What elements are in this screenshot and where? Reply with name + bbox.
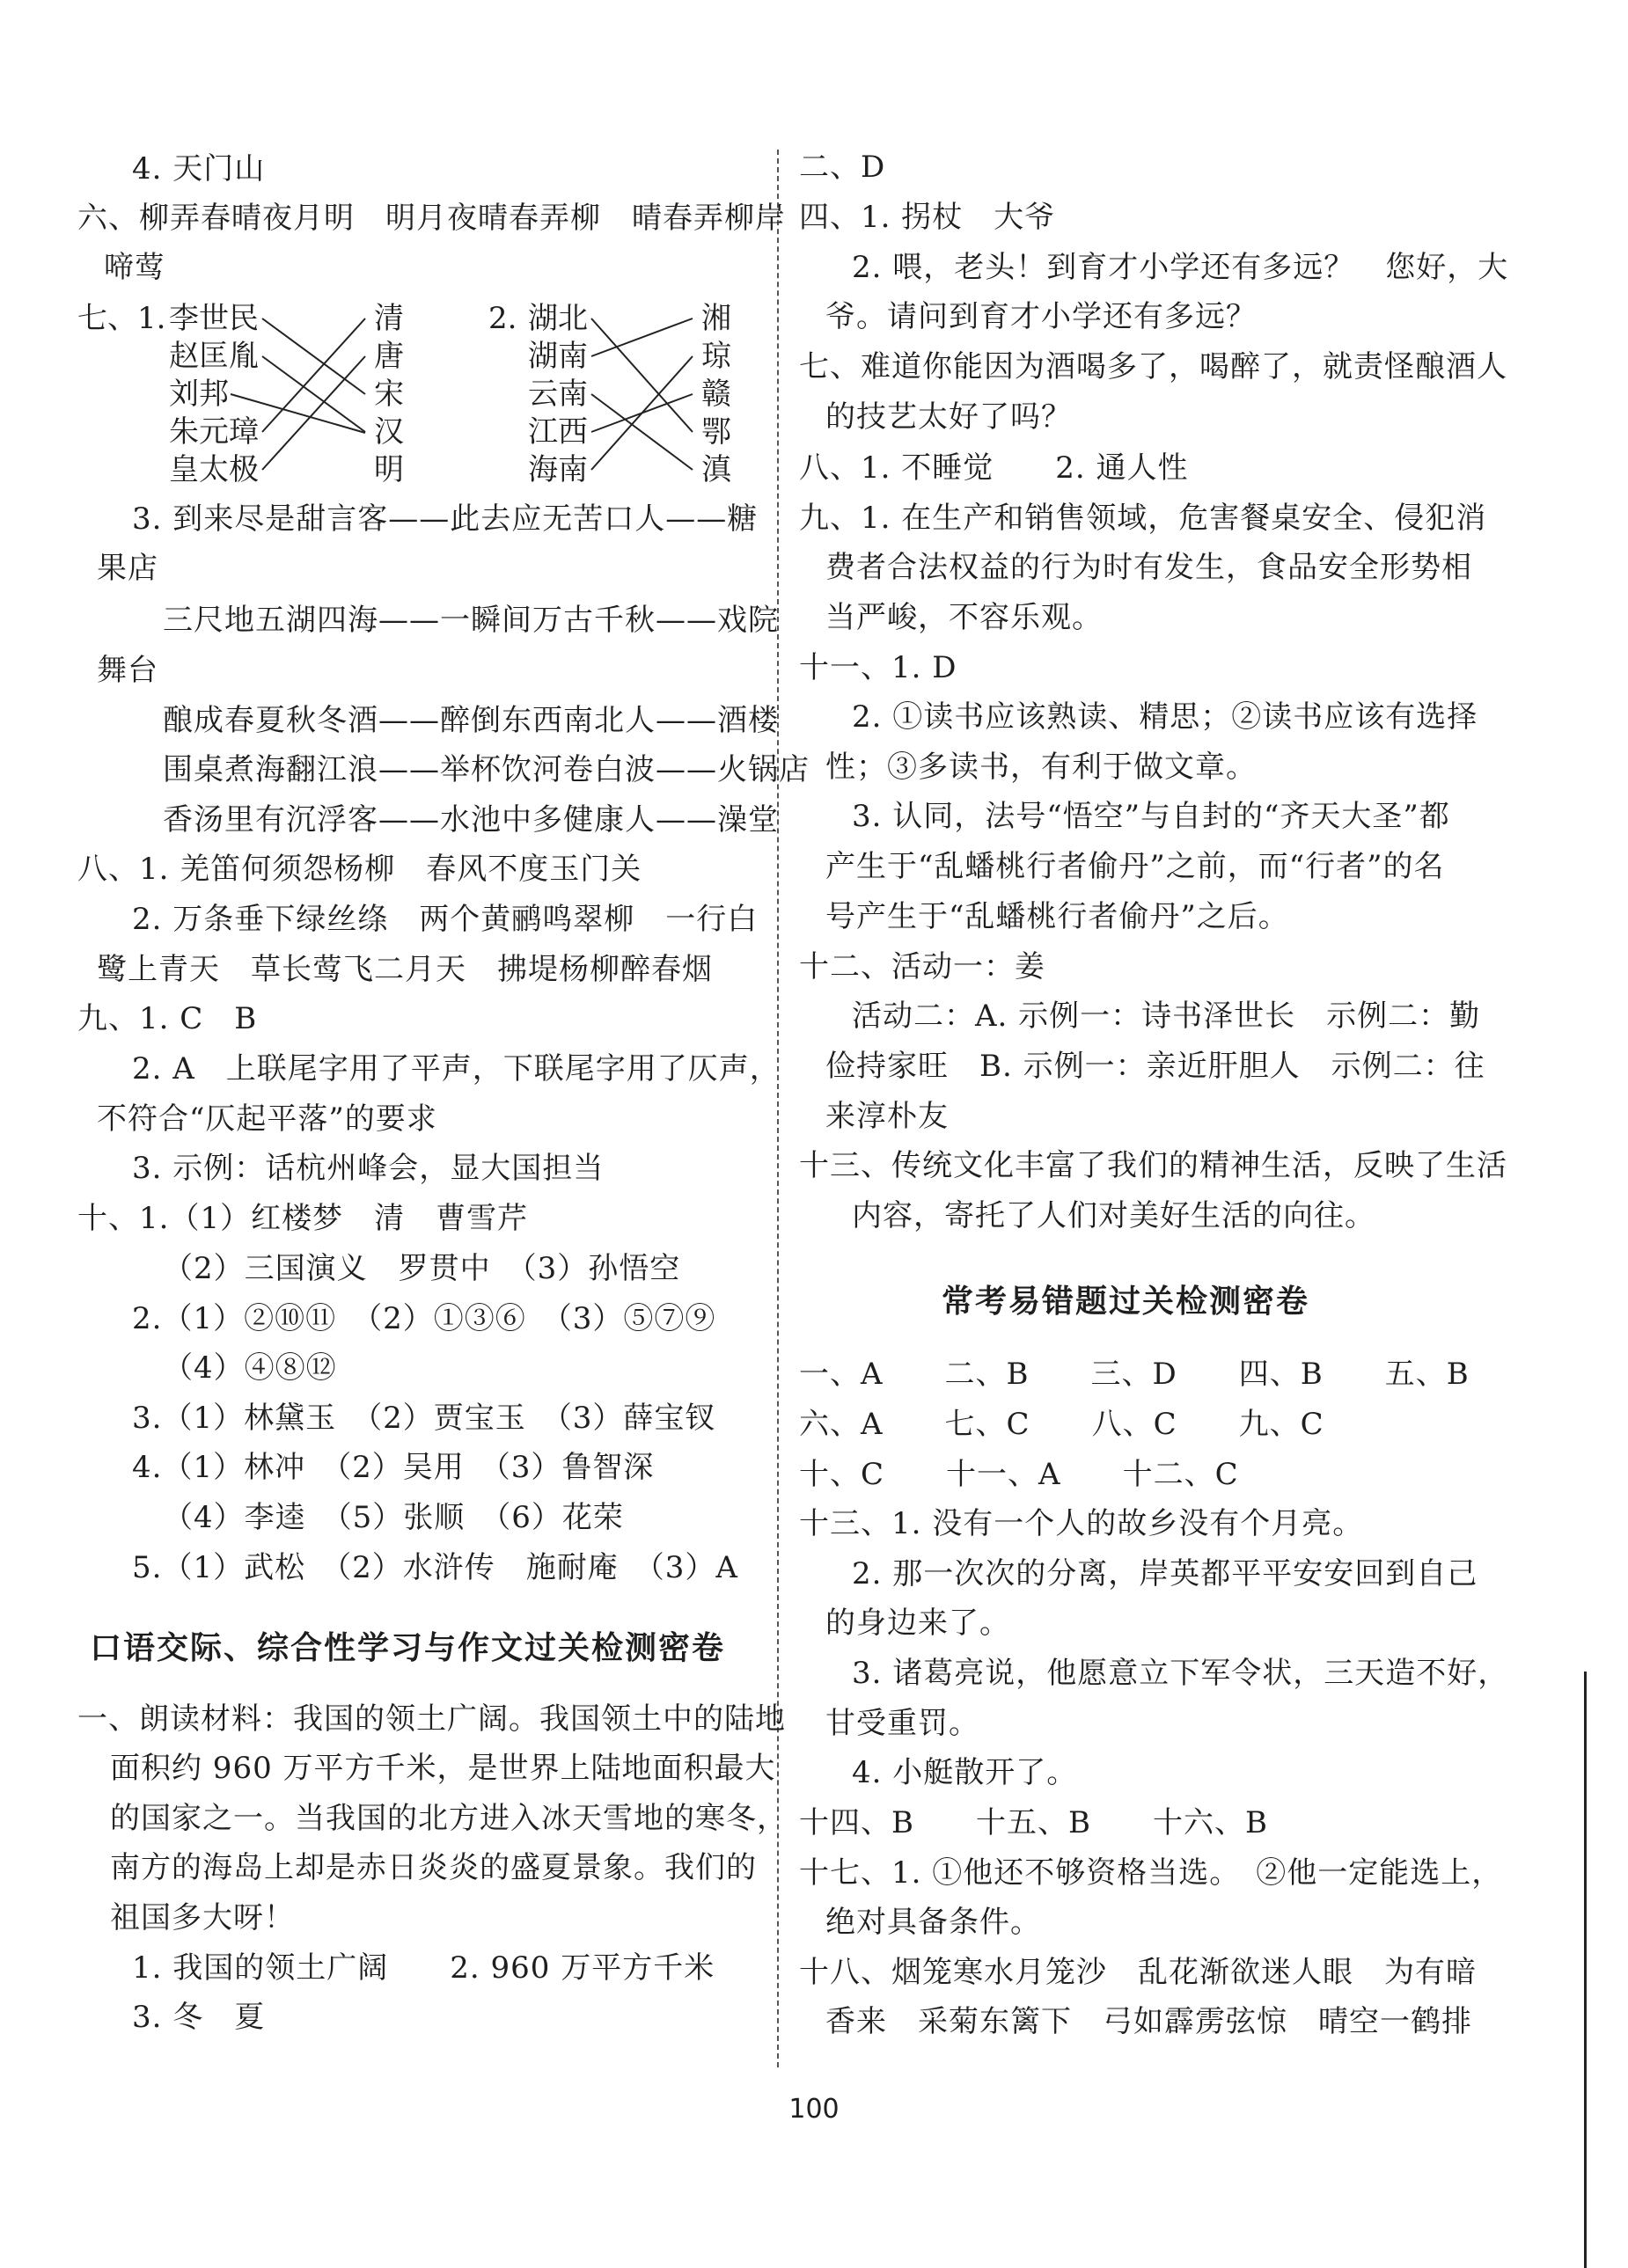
answer-line: 3. 冬 夏 [132,2000,266,2035]
match-line [262,318,365,432]
answer-line: 活动二：A. 示例一：诗书泽世长 示例二：勤 [852,999,1481,1034]
answer-line: 绝对具备条件。 [825,1905,1041,1940]
match-line [591,356,693,470]
page-number: 100 [788,2094,840,2125]
answer-line: 十、C 十一、A 十二、C [799,1457,1239,1492]
question-number: 2. [488,301,517,336]
answer-line: 2. 那一次次的分离，岸英都平平安安回到自己 [852,1556,1478,1591]
match-province: 云南 [528,377,588,412]
answer-line: 1. 我国的领土广阔 2. 960 万平方千米 [132,1950,715,1986]
answer-line: 三尺地五湖四海——一瞬间万古千秋——戏院 [163,603,779,638]
answer-line: （4）④⑧⑫ [163,1350,337,1386]
match-line [591,318,693,356]
answer-line: 果店 [97,551,158,586]
answer-line: 六、柳弄春晴夜月明 明月夜晴春弄柳 晴春弄柳岸 [77,201,786,236]
match-line [231,394,365,433]
answer-line: 十八、烟笼寒水月笼沙 乱花渐欲迷人眼 为有暗 [799,1955,1477,1990]
matching-lines [0,299,774,501]
answer-line: 啼莺 [104,250,165,285]
match-dynasty: 清 [374,301,404,336]
answer-line: 3. 示例：话杭州峰会，显大国担当 [132,1151,605,1186]
match-person: 皇太极 [169,452,259,487]
answer-line: （4）李逵 （5）张顺 （6）花荣 [163,1500,624,1535]
match-abbr: 鄂 [701,414,731,450]
answer-line: 3.（1）林黛玉 （2）贾宝玉 （3）薛宝钗 [132,1401,716,1436]
answer-line: 3. 到来尽是甜言客——此去应无苦口人——糖 [132,501,759,537]
answer-line: 不符合“仄起平落”的要求 [97,1101,437,1137]
answer-line: 六、A 七、C 八、C 九、C [799,1407,1324,1442]
answer-line: 的技艺太好了吗？ [825,399,1072,435]
answer-line: 香来 采菊东篱下 弓如霹雳弦惊 晴空一鹤排 [825,2004,1472,2039]
match-province: 湖南 [528,339,588,374]
answer-line: 十七、1. ①他还不够资格当选。 ②他一定能选上， [799,1855,1503,1891]
answer-line: 九、1. C B [77,1001,258,1036]
match-person: 赵匡胤 [169,339,259,374]
answer-line: 俭持家旺 B. 示例一：亲近肝胆人 示例二：往 [825,1049,1485,1084]
answer-line: 十三、1. 没有一个人的故乡没有个月亮。 [799,1506,1364,1541]
match-line [591,394,693,470]
answer-line: 一、朗读材料：我国的领土广阔。我国领土中的陆地 [77,1701,786,1737]
answer-line: 十二、活动一：姜 [799,949,1045,984]
answer-line: 爷。请问到育才小学还有多远？ [825,299,1257,334]
match-province: 湖北 [528,301,588,336]
answer-line: 2. ①读书应该熟读、精思；②读书应该有选择 [852,699,1478,735]
answer-line: 甘受重罚。 [825,1706,979,1741]
answer-line: 十四、B 十五、B 十六、B [799,1805,1268,1840]
answer-line: 性；③多读书，有利于做文章。 [825,750,1257,785]
match-line [591,318,693,432]
answer-line: 香汤里有沉浮客——水池中多健康人——澡堂 [163,802,779,838]
answer-line: 围桌煮海翻江浪——举杯饮河卷白波——火锅店 [163,752,810,787]
answer-line: 2.（1）②⑩⑪ （2）①③⑥ （3）⑤⑦⑨ [132,1301,716,1336]
match-person: 刘邦 [169,377,229,412]
answer-line: 来淳朴友 [825,1099,949,1134]
section-heading: 口语交际、综合性学习与作文过关检测密卷 [90,1630,726,1666]
answer-line: 当严峻，不容乐观。 [825,600,1103,635]
answer-line: 祖国多大呀！ [110,1900,295,1935]
page-edge-shadow [1584,1672,1587,2268]
match-province: 江西 [528,414,588,450]
matching-question-7 [0,299,774,501]
answer-line: 南方的海岛上却是赤日炎炎的盛夏景象。我们的 [110,1850,757,1885]
column-divider [777,150,779,2067]
match-line [262,356,365,470]
answer-line: 二、D [799,150,886,185]
answer-line: 的身边来了。 [825,1606,1010,1641]
answer-line: 八、1. 不睡觉 2. 通人性 [799,450,1189,486]
answer-line: 号产生于“乱蟠桃行者偷丹”之后。 [825,899,1289,934]
match-abbr: 湘 [701,301,731,336]
match-person: 李世民 [169,301,259,336]
match-abbr: 琼 [701,339,731,374]
match-dynasty: 汉 [374,414,404,450]
answer-line: （2）三国演义 罗贯中 （3）孙悟空 [163,1251,681,1286]
answer-line: 四、1. 拐杖 大爷 [799,200,1056,235]
answer-line: 4. 天门山 [132,151,266,187]
answer-line: 费者合法权益的行为时有发生，食品安全形势相 [825,550,1472,585]
answer-line: 一、A 二、B 三、D 四、B 五、B [799,1357,1470,1392]
answer-line: 产生于“乱蟠桃行者偷丹”之前，而“行者”的名 [825,849,1445,884]
answer-line: 面积约 960 万平方千米，是世界上陆地面积最大 [110,1751,776,1786]
answer-line: 3. 诸葛亮说，他愿意立下军令状，三天造不好， [852,1656,1509,1691]
answer-line: 十三、传统文化丰富了我们的精神生活，反映了生活 [799,1148,1507,1183]
answer-line: 鹭上青天 草长莺飞二月天 拂堤杨柳醉春烟 [97,952,713,987]
match-province: 海南 [528,452,588,487]
answer-line: 2. 万条垂下绿丝绦 两个黄鹂鸣翠柳 一行白 [132,902,759,937]
section-heading: 常考易错题过关检测密卷 [942,1284,1310,1320]
answer-line: 七、难道你能因为酒喝多了，喝醉了，就责怪酿酒人 [799,349,1507,384]
match-abbr: 滇 [701,452,731,487]
answer-line: 内容，寄托了人们对美好生活的向往。 [852,1198,1375,1233]
match-dynasty: 唐 [374,339,404,374]
answer-line: 酿成春夏秋冬酒——醉倒东西南北人——酒楼 [163,703,779,738]
answer-line: 4.（1）林冲 （2）吴用 （3）鲁智深 [132,1450,655,1485]
answer-line: 十一、1. D [799,650,957,685]
answer-line: 的国家之一。当我国的北方进入冰天雪地的寒冬， [110,1801,788,1836]
answer-line: 舞台 [97,653,158,688]
answer-line: 八、1. 羌笛何须怨杨柳 春风不度玉门关 [77,852,642,887]
match-abbr: 赣 [701,377,731,412]
answer-line: 2. A 上联尾字用了平声，下联尾字用了仄声， [132,1051,781,1086]
match-dynasty: 宋 [374,377,404,412]
answer-line: 3. 认同，法号“悟空”与自封的“齐天大圣”都 [852,799,1450,834]
match-person: 朱元璋 [169,414,259,450]
match-line [262,318,365,394]
match-dynasty: 明 [374,452,404,487]
answer-line: 十、1.（1）红楼梦 清 曹雪芹 [77,1201,529,1236]
answer-line: 九、1. 在生产和销售领域，危害餐桌安全、侵犯消 [799,501,1487,536]
answer-line: 5.（1）武松 （2）水浒传 施耐庵 （3）A [132,1550,738,1585]
match-line [262,356,365,432]
question-prefix: 七、1. [77,301,166,336]
answer-line: 2. 喂，老头！到育才小学还有多远？ 您好，大 [852,250,1509,285]
answer-line: 4. 小艇散开了。 [852,1755,1078,1790]
